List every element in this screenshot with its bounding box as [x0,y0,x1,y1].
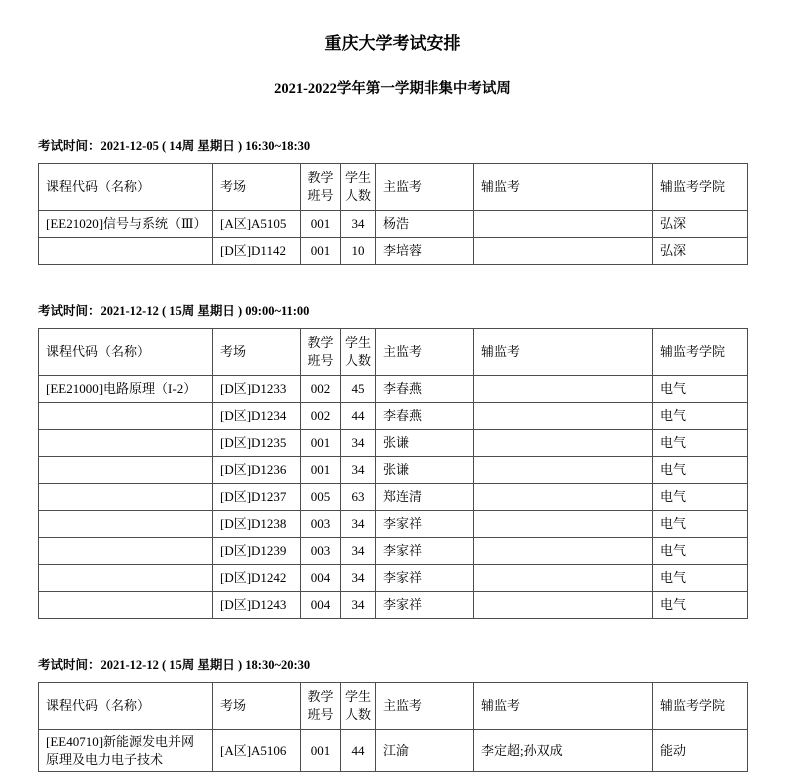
cell-teaching-class-no: 004 [301,592,341,619]
cell-chief-invigilator: 李家祥 [376,565,474,592]
header-row [39,164,748,211]
cell-course-code-name [39,403,213,430]
table-row [39,538,748,565]
cell-student-count: 34 [341,430,376,457]
cell-exam-room: [D区]D1237 [213,484,301,511]
cell-chief-invigilator: 杨浩 [376,211,474,238]
cell-student-count: 34 [341,592,376,619]
cell-chief-invigilator: 李培蓉 [376,238,474,265]
page-title: 重庆大学考试安排 [324,34,461,53]
cell-exam-room: [D区]D1235 [213,430,301,457]
cell-student-count: 34 [341,538,376,565]
col-header-assistant-invigilator-college: 辅监考学院 [653,683,748,730]
col-header-exam-room: 考场 [213,683,301,730]
cell-assistant-invigilator [474,592,653,619]
exam-time-label: 考试时间：2021-12-05 ( 14周 星期日 ) 16:30~18:30 [38,139,311,153]
cell-exam-room: [D区]D1238 [213,511,301,538]
col-header-exam-room: 考场 [213,164,301,211]
cell-assistant-invigilator [474,484,653,511]
page-subtitle: 2021-2022学年第一学期非集中考试周 [274,81,511,97]
cell-exam-room: [D区]D1142 [213,238,301,265]
table-row [39,403,748,430]
header-row [39,683,748,730]
cell-teaching-class-no: 001 [301,238,341,265]
table-row [39,511,748,538]
cell-student-count: 34 [341,511,376,538]
cell-assistant-invigilator-college: 电气 [653,430,748,457]
exam-time-label: 考试时间：2021-12-12 ( 15周 星期日 ) 09:00~11:00 [38,304,310,318]
cell-student-count: 44 [341,403,376,430]
cell-course-code-name: [EE40710]新能源发电并网原理及电力电子技术 [39,730,213,772]
cell-assistant-invigilator [474,457,653,484]
cell-assistant-invigilator-college: 能动 [653,730,748,772]
cell-course-code-name [39,538,213,565]
col-header-assistant-invigilator: 辅监考 [474,329,653,376]
table-row [39,565,748,592]
cell-student-count: 34 [341,211,376,238]
col-header-student-count: 学生人数 [341,683,376,730]
cell-course-code-name: [EE21020]信号与系统（Ⅲ） [39,211,213,238]
table-row [39,211,748,238]
table-row [39,430,748,457]
cell-exam-room: [A区]A5105 [213,211,301,238]
cell-student-count: 63 [341,484,376,511]
cell-chief-invigilator: 郑连清 [376,484,474,511]
cell-chief-invigilator: 李家祥 [376,538,474,565]
cell-chief-invigilator: 江渝 [376,730,474,772]
col-header-exam-room: 考场 [213,329,301,376]
cell-teaching-class-no: 002 [301,403,341,430]
cell-assistant-invigilator-college: 弘深 [653,211,748,238]
col-header-assistant-invigilator: 辅监考 [474,164,653,211]
cell-exam-room: [D区]D1236 [213,457,301,484]
cell-assistant-invigilator [474,403,653,430]
cell-assistant-invigilator: 李定超;孙双成 [474,730,653,772]
table-row [39,238,748,265]
col-header-student-count: 学生人数 [341,329,376,376]
exam-table [38,682,748,772]
cell-teaching-class-no: 005 [301,484,341,511]
cell-exam-room: [D区]D1234 [213,403,301,430]
cell-assistant-invigilator [474,376,653,403]
cell-teaching-class-no: 001 [301,457,341,484]
cell-exam-room: [D区]D1233 [213,376,301,403]
cell-teaching-class-no: 001 [301,730,341,772]
cell-assistant-invigilator [474,211,653,238]
cell-course-code-name [39,511,213,538]
cell-exam-room: [D区]D1239 [213,538,301,565]
exam-time-label: 考试时间：2021-12-12 ( 15周 星期日 ) 18:30~20:30 [38,658,311,672]
cell-assistant-invigilator [474,565,653,592]
cell-student-count: 45 [341,376,376,403]
col-header-teaching-class-no: 教学班号 [301,329,341,376]
cell-assistant-invigilator-college: 电气 [653,484,748,511]
cell-teaching-class-no: 002 [301,376,341,403]
col-header-student-count: 学生人数 [341,164,376,211]
cell-assistant-invigilator [474,538,653,565]
cell-assistant-invigilator-college: 电气 [653,592,748,619]
cell-assistant-invigilator-college: 弘深 [653,238,748,265]
exam-table [38,163,748,265]
col-header-assistant-invigilator: 辅监考 [474,683,653,730]
cell-assistant-invigilator-college: 电气 [653,376,748,403]
cell-chief-invigilator: 李春燕 [376,403,474,430]
col-header-course-code-name: 课程代码（名称） [39,329,213,376]
cell-exam-room: [D区]D1242 [213,565,301,592]
table-row [39,484,748,511]
col-header-chief-invigilator: 主监考 [376,683,474,730]
col-header-chief-invigilator: 主监考 [376,329,474,376]
cell-teaching-class-no: 001 [301,430,341,457]
cell-assistant-invigilator-college: 电气 [653,403,748,430]
cell-chief-invigilator: 李家祥 [376,511,474,538]
col-header-course-code-name: 课程代码（名称） [39,164,213,211]
col-header-teaching-class-no: 教学班号 [301,683,341,730]
exam-table [38,328,748,619]
cell-course-code-name [39,238,213,265]
col-header-chief-invigilator: 主监考 [376,164,474,211]
cell-course-code-name [39,430,213,457]
col-header-course-code-name: 课程代码（名称） [39,683,213,730]
cell-chief-invigilator: 张谦 [376,430,474,457]
cell-exam-room: [D区]D1243 [213,592,301,619]
cell-assistant-invigilator-college: 电气 [653,457,748,484]
cell-assistant-invigilator [474,430,653,457]
cell-assistant-invigilator-college: 电气 [653,511,748,538]
table-row [39,730,748,772]
cell-course-code-name [39,484,213,511]
cell-course-code-name [39,592,213,619]
cell-chief-invigilator: 李春燕 [376,376,474,403]
cell-exam-room: [A区]A5106 [213,730,301,772]
cell-chief-invigilator: 张谦 [376,457,474,484]
cell-assistant-invigilator [474,238,653,265]
cell-assistant-invigilator-college: 电气 [653,538,748,565]
cell-student-count: 34 [341,565,376,592]
cell-student-count: 44 [341,730,376,772]
cell-teaching-class-no: 004 [301,565,341,592]
cell-course-code-name: [EE21000]电路原理（I-2） [39,376,213,403]
cell-student-count: 10 [341,238,376,265]
table-row [39,457,748,484]
cell-student-count: 34 [341,457,376,484]
header-row [39,329,748,376]
col-header-assistant-invigilator-college: 辅监考学院 [653,164,748,211]
cell-teaching-class-no: 001 [301,211,341,238]
cell-teaching-class-no: 003 [301,538,341,565]
col-header-assistant-invigilator-college: 辅监考学院 [653,329,748,376]
cell-chief-invigilator: 李家祥 [376,592,474,619]
table-row [39,376,748,403]
cell-assistant-invigilator [474,511,653,538]
col-header-teaching-class-no: 教学班号 [301,164,341,211]
cell-course-code-name [39,565,213,592]
cell-teaching-class-no: 003 [301,511,341,538]
sections [38,138,747,772]
cell-course-code-name [39,457,213,484]
table-row [39,592,748,619]
cell-assistant-invigilator-college: 电气 [653,565,748,592]
